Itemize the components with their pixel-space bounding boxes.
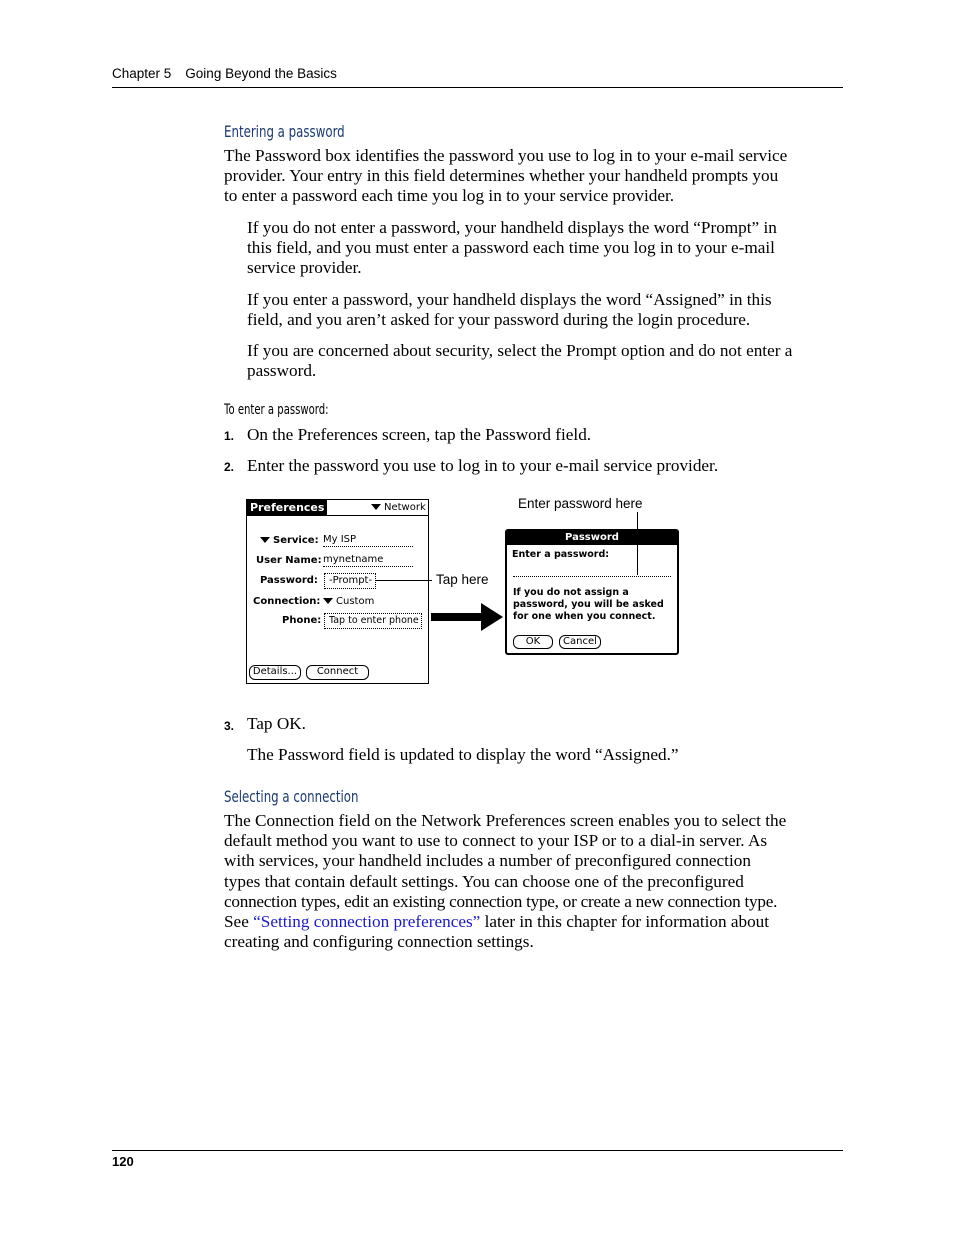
password-label: Password: <box>260 575 318 586</box>
text-line: service provider. <box>247 258 362 278</box>
assigned-paragraph <box>247 290 772 330</box>
note-line: password, you will be asked <box>513 599 664 610</box>
text-line: with services, your handheld includes a number of preconfigured connection <box>224 851 751 871</box>
text-line: provider. Your entry in this field determines whether your handheld prompts you <box>224 166 779 186</box>
chapter-title: Going Beyond the Basics <box>185 66 337 81</box>
text-line: to enter a password each time you log in to your service provider. <box>224 186 675 206</box>
dropdown-arrow-icon <box>260 537 270 543</box>
step-text: Enter the password you use to log in to your e-mail service provider. <box>247 456 719 475</box>
text-line: types that contain default settings. You can choose one of the preconfigured <box>224 871 744 891</box>
service-label: Service: <box>260 535 319 546</box>
header-rule <box>112 87 843 88</box>
connection-paragraph <box>224 811 786 952</box>
password-entry-line[interactable] <box>513 576 671 577</box>
connection-dropdown[interactable]: Custom <box>323 596 374 607</box>
footer-rule <box>112 1150 843 1151</box>
password-dialog <box>505 529 679 655</box>
tap-here-leader-line <box>376 580 432 581</box>
password-field[interactable] <box>324 573 376 589</box>
step-number: 3. <box>224 719 235 733</box>
dropdown-arrow-icon <box>371 504 381 510</box>
text-line: field, and you aren’t asked for your password during the login procedure. <box>247 310 751 330</box>
details-button[interactable]: Details... <box>249 665 301 680</box>
text-line: default method you want to use to connect to your ISP or to a dial-in server. As <box>224 831 768 851</box>
right-arrow-icon <box>431 603 505 631</box>
text-line: password. <box>247 361 317 381</box>
preferences-screen <box>246 499 429 684</box>
network-label: Network <box>384 502 426 513</box>
step-text: On the Preferences screen, tap the Password field. <box>247 425 592 444</box>
section-heading-connection: Selecting a connection <box>224 787 359 806</box>
note-line: If you do not assign a <box>513 587 629 598</box>
setting-connection-preferences-link[interactable]: “Setting connection preferences” <box>253 912 481 932</box>
username-value[interactable]: mynetname <box>323 554 384 565</box>
phone-value: Tap to enter phone <box>329 615 419 626</box>
prompt-paragraph <box>247 218 777 279</box>
service-value[interactable]: My ISP <box>323 534 357 545</box>
title-rule <box>327 515 428 516</box>
cancel-button[interactable]: Cancel <box>559 635 601 649</box>
intro-paragraph <box>224 146 787 207</box>
text-line: If you enter a password, your handheld displays the word “Assigned” in this <box>247 290 772 309</box>
preferences-title: Preferences <box>247 500 327 516</box>
running-header <box>112 66 337 81</box>
text-line: If you are concerned about security, select the Prompt option and do not enter a <box>247 341 793 360</box>
phone-field[interactable] <box>324 613 422 629</box>
service-underline <box>323 546 413 547</box>
enter-password-callout: Enter password here <box>518 496 643 511</box>
dialog-prompt: Enter a password: <box>512 549 610 560</box>
section-heading-password: Entering a password <box>224 122 345 141</box>
text-line: creating and configuring connection settings. <box>224 932 534 952</box>
text-line: connection types, edit an existing connection type, or create a new connection type. <box>224 891 778 911</box>
page-number: 120 <box>112 1154 134 1169</box>
step-result: The Password field is updated to display the word “Assigned.” <box>247 745 679 764</box>
tap-here-callout: Tap here <box>436 572 489 587</box>
note-line: for one when you connect. <box>513 611 656 622</box>
dropdown-arrow-icon <box>323 598 333 604</box>
username-underline <box>323 566 413 567</box>
security-paragraph <box>247 341 792 381</box>
ok-button[interactable]: OK <box>513 635 553 649</box>
enter-password-leader-line <box>637 512 638 575</box>
connection-label: Connection: <box>253 596 321 607</box>
text-line: The Connection field on the Network Preferences screen enables you to select the <box>224 811 787 830</box>
username-label: User Name: <box>256 555 322 566</box>
step-number: 2. <box>224 460 235 474</box>
phone-label: Phone: <box>282 615 322 626</box>
dialog-note <box>513 587 664 623</box>
text-line: See “Setting connection preferences” later in this chapter for information about <box>224 912 770 932</box>
step-number: 1. <box>224 429 235 443</box>
step-text: Tap OK. <box>247 714 306 733</box>
password-value: -Prompt- <box>329 575 373 586</box>
chapter-label: Chapter 5 <box>112 66 172 81</box>
network-dropdown[interactable] <box>371 502 426 513</box>
text-line: this field, and you must enter a password each time you log in to your e-mail <box>247 238 775 258</box>
procedure-title: To enter a password: <box>224 402 329 418</box>
connect-button[interactable]: Connect <box>306 665 369 680</box>
text-line: If you do not enter a password, your handheld displays the word “Prompt” in <box>247 218 777 237</box>
dialog-title: Password <box>507 531 677 545</box>
text-line: The Password box identifies the password you use to log in to your e-mail service <box>224 146 788 165</box>
